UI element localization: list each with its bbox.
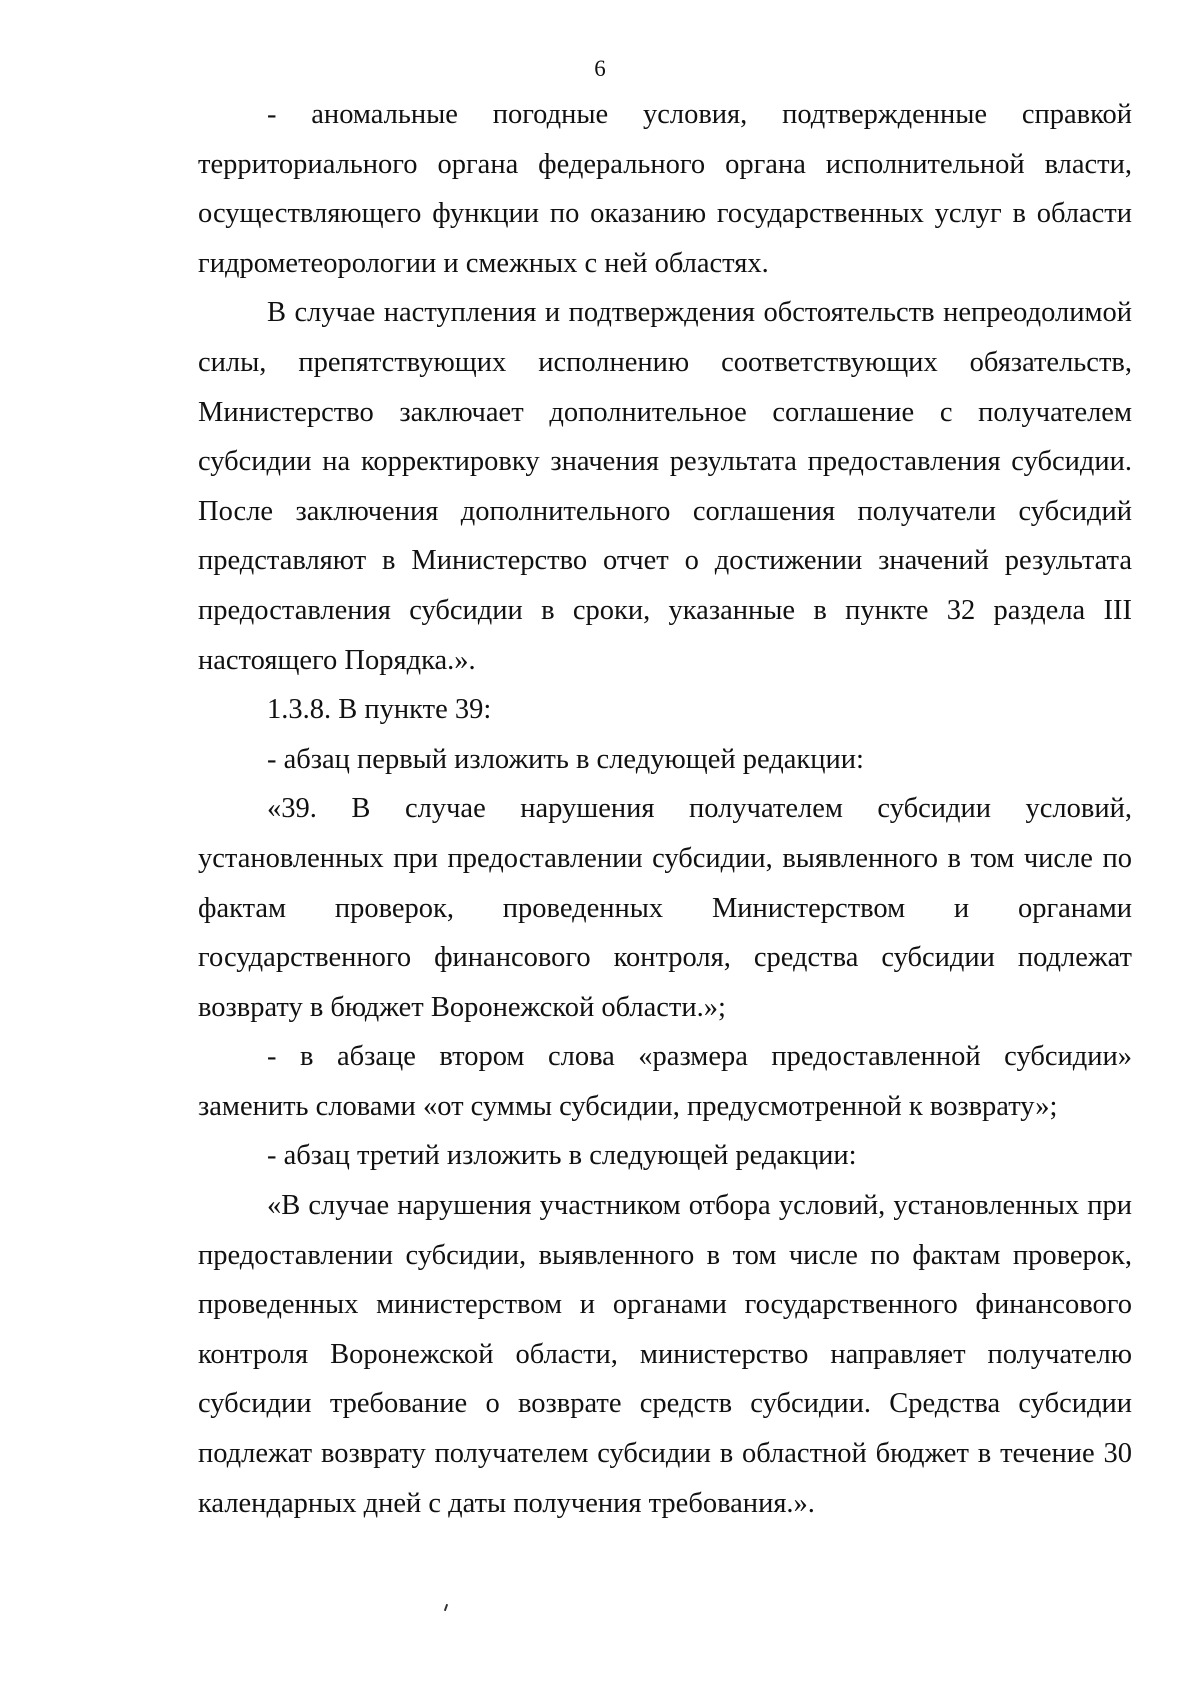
paragraph-second-abzac-replacement: - в абзаце втором слова «размера предоставленной субсидии» заменить словами «от суммы субсидии, предусмотренной к возврату»; (198, 1041, 1132, 1122)
paragraph-clause-39-text: «39. В случае нарушения получателем субсидии условий, установленных при предоставлении субсидии, выявленного в том числе по фактам проверок, проведенных Министерством и органами государственного финансового контроля, средства субсидии подлежат возврату в бюджет Воронежской области.»; (198, 793, 1132, 1023)
paragraph-third-abzac-text: «В случае нарушения участником отбора условий, установленных при предоставлении субсидии, выявленного в том числе по фактам проверок, проведенных министерством и органами государственного финансового контроля Воронежской области, министерство направляет получателю субсидии требование о возврате средств субсидии. Средства субсидии подлежат возврату получателем субсидии в областной бюджет в течение 30 календарных дней с даты получения требования.». (198, 1190, 1132, 1519)
paragraph-force-majeure: В случае наступления и подтверждения обстоятельств непреодолимой силы, препятствующих исполнению соответствующих обязательств, Министерство заключает дополнительное соглашение с получателем субсидии на корректировку значения результата предоставления субсидии. После заключения дополнительного соглашения получатели субсидий представляют в Министерство отчет о достижении значений результата предоставления субсидии в сроки, указанные в пункте 32 раздела III настоящего Порядка.». (198, 297, 1132, 676)
paragraph-clause-heading: 1.3.8. В пункте 39: (267, 694, 492, 726)
document-body (198, 90, 1132, 1528)
paragraph-first-abzac-instruction: - абзац первый изложить в следующей редакции: (267, 743, 864, 775)
paragraph-abnormal-weather: - аномальные погодные условия, подтвержденные справкой территориального органа федерального органа исполнительной власти, осуществляющего функции по оказанию государственных услуг в области гидрометеорологии и смежных с ней областях. (198, 99, 1132, 279)
paragraph-third-abzac-instruction: - абзац третий изложить в следующей редакции: (267, 1140, 857, 1172)
scan-mark (444, 1604, 448, 1611)
page-number: 6 (594, 56, 606, 81)
